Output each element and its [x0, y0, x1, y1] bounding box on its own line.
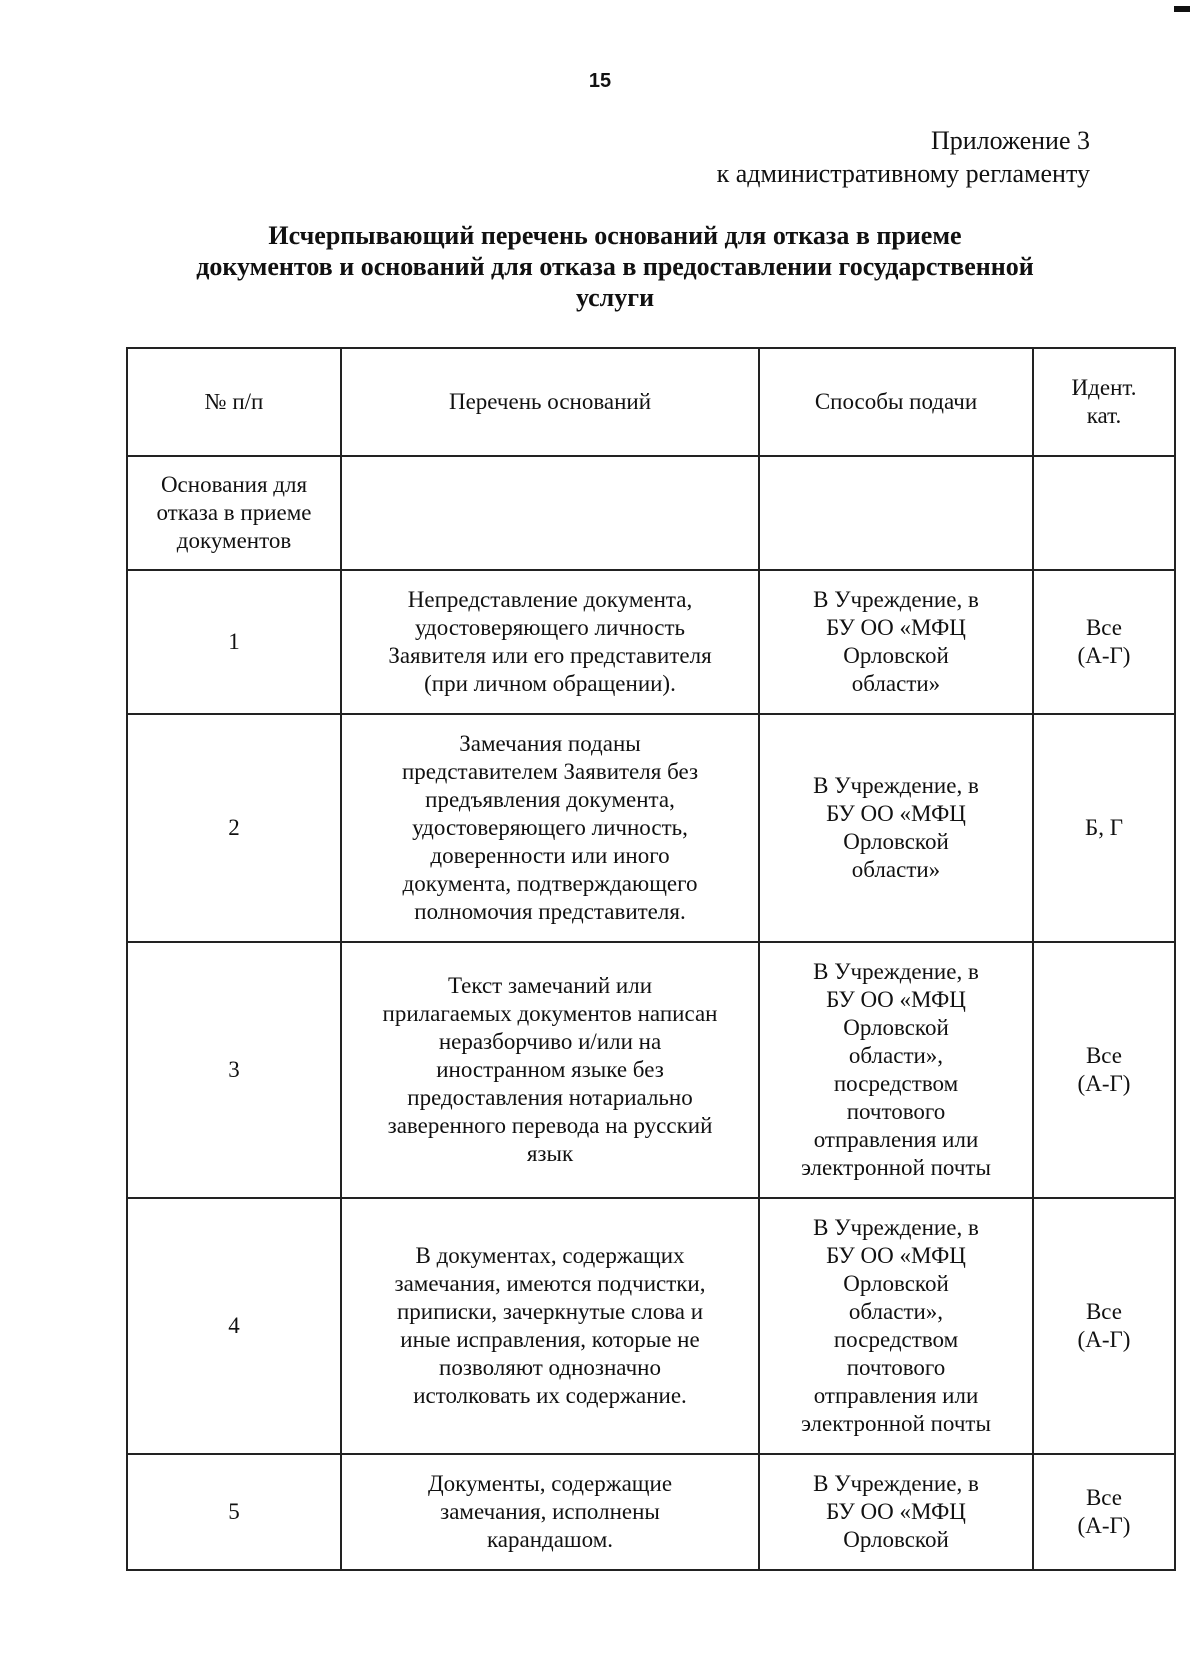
header-category — [1033, 348, 1175, 456]
row-methods: В Учреждение, в БУ ОО «МФЦ Орловской области», посредством почтового отправления или электронной почты — [759, 942, 1033, 1198]
title-line-1: Исчерпывающий перечень оснований для отказа в приеме — [268, 221, 962, 250]
title-line-2: документов и оснований для отказа в предоставлении государственной — [196, 252, 1034, 281]
row-category — [1033, 1198, 1175, 1454]
row-grounds: В документах, содержащих замечания, имеются подчистки, приписки, зачеркнутые слова и иные исправления, которые не позволяют однозначно истолковать их содержание. — [341, 1198, 759, 1454]
row-num: 3 — [127, 942, 341, 1198]
row-category-line-1: Все — [1085, 1299, 1123, 1324]
title-line-3: услуги — [575, 283, 655, 312]
row-num: 2 — [127, 714, 341, 942]
grounds-table — [126, 347, 1176, 1571]
appendix-line-2: к административному регламенту — [716, 159, 1090, 188]
row-num: 5 — [127, 1454, 341, 1570]
row-category — [1033, 570, 1175, 714]
scan-corner-mark — [1174, 6, 1190, 12]
header-methods: Способы подачи — [759, 348, 1033, 456]
row-category — [1033, 942, 1175, 1198]
appendix-line-1: Приложение 3 — [930, 126, 1090, 155]
row-category — [1033, 714, 1175, 942]
table-row — [127, 942, 1175, 1198]
row-category-line-2: (А-Г) — [1077, 1513, 1131, 1538]
table-row — [127, 714, 1175, 942]
row-methods: В Учреждение, в БУ ОО «МФЦ Орловской — [759, 1454, 1033, 1570]
row-methods: В Учреждение, в БУ ОО «МФЦ Орловской области», посредством почтового отправления или электронной почты — [759, 1198, 1033, 1454]
appendix-reference — [717, 124, 1090, 190]
table-header-row — [127, 348, 1175, 456]
row-grounds: Непредставление документа, удостоверяющего личность Заявителя или его представителя (при личном обращении). — [341, 570, 759, 714]
row-category-line-2: (А-Г) — [1077, 1327, 1131, 1352]
row-grounds: Документы, содержащие замечания, исполнены карандашом. — [341, 1454, 759, 1570]
row-category-line-1: Все — [1085, 1043, 1123, 1068]
section-empty-cell — [341, 456, 759, 570]
row-num: 4 — [127, 1198, 341, 1454]
row-category — [1033, 1454, 1175, 1570]
row-methods: В Учреждение, в БУ ОО «МФЦ Орловской области» — [759, 714, 1033, 942]
row-category-line-2: (А-Г) — [1077, 643, 1131, 668]
row-methods: В Учреждение, в БУ ОО «МФЦ Орловской области» — [759, 570, 1033, 714]
section-empty-cell — [1033, 456, 1175, 570]
table-section-row — [127, 456, 1175, 570]
page-number: 15 — [588, 70, 612, 92]
table-row — [127, 1454, 1175, 1570]
table-row — [127, 570, 1175, 714]
table-row — [127, 1198, 1175, 1454]
section-label: Основания для отказа в приеме документов — [127, 456, 341, 570]
header-category-line-1: Идент. — [1071, 375, 1137, 400]
document-title — [130, 220, 1100, 313]
section-empty-cell — [759, 456, 1033, 570]
header-num: № п/п — [127, 348, 341, 456]
row-grounds: Замечания поданы представителем Заявителя без предъявления документа, удостоверяющего личность, доверенности или иного документа, подтверждающего полномочия представителя. — [341, 714, 759, 942]
header-grounds: Перечень оснований — [341, 348, 759, 456]
row-category-line-2: (А-Г) — [1077, 1071, 1131, 1096]
header-category-line-2: кат. — [1086, 403, 1122, 428]
row-category-line-1: Все — [1085, 1485, 1123, 1510]
row-num: 1 — [127, 570, 341, 714]
row-category-line-1: Б, Г — [1084, 815, 1123, 840]
row-category-line-1: Все — [1085, 615, 1123, 640]
row-grounds: Текст замечаний или прилагаемых документов написан неразборчиво и/или на иностранном языке без предоставления нотариально заверенного перевода на русский язык — [341, 942, 759, 1198]
